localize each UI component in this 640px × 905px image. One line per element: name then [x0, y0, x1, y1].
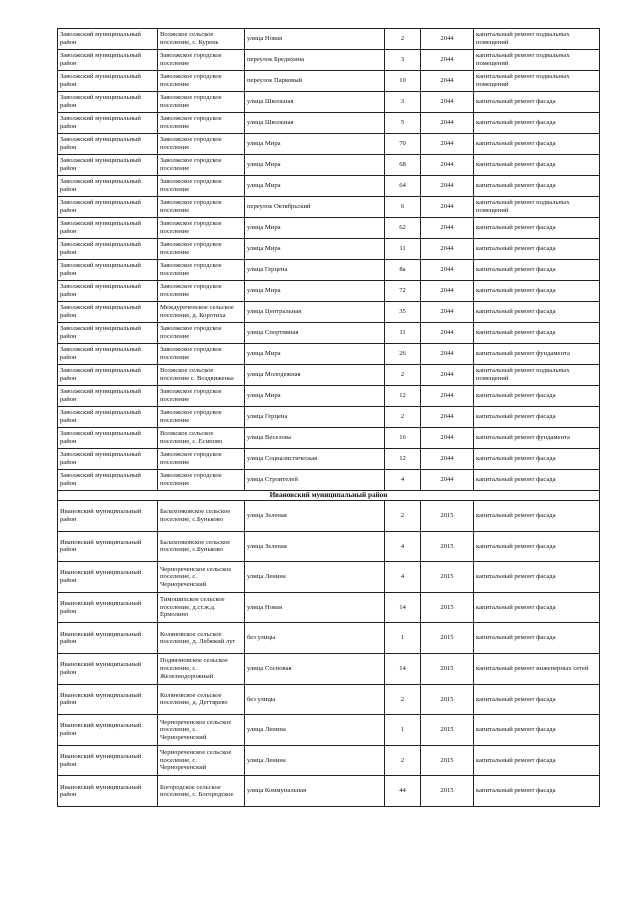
- street-cell: улица Ленина: [245, 745, 385, 776]
- settlement-cell: Заволжское городское поселение: [158, 344, 245, 365]
- work-type-cell: капитальный ремонт фасада: [474, 260, 600, 281]
- street-cell: улица Молодежная: [245, 365, 385, 386]
- year-cell: 2015: [421, 776, 474, 807]
- table-row: [58, 776, 600, 807]
- settlement-cell: Чернореченское сельское поселение, с. Чернореченский: [158, 562, 245, 593]
- repair-schedule-table: [57, 28, 600, 807]
- house-number-cell: 68: [385, 155, 421, 176]
- work-type-cell: капитальный ремонт фасада: [474, 562, 600, 593]
- year-cell: 2015: [421, 562, 474, 593]
- settlement-cell: Заволжское городское поселение: [158, 386, 245, 407]
- house-number-cell: 14: [385, 653, 421, 684]
- district-cell: Заволжский муниципальный район: [58, 155, 158, 176]
- house-number-cell: 2: [385, 684, 421, 715]
- house-number-cell: 16: [385, 428, 421, 449]
- house-number-cell: 2: [385, 745, 421, 776]
- district-cell: Заволжский муниципальный район: [58, 29, 158, 50]
- table-row: [58, 29, 600, 50]
- house-number-cell: 72: [385, 281, 421, 302]
- district-cell: Заволжский муниципальный район: [58, 449, 158, 470]
- district-cell: Заволжский муниципальный район: [58, 281, 158, 302]
- section-header-row: [58, 491, 600, 501]
- settlement-cell: Заволжское городское поселение: [158, 134, 245, 155]
- settlement-cell: Заволжское городское поселение: [158, 113, 245, 134]
- street-cell: улица Школьная: [245, 92, 385, 113]
- street-cell: улица Ленина: [245, 562, 385, 593]
- settlement-cell: Заволжское городское поселение: [158, 323, 245, 344]
- work-type-cell: капитальный ремонт фасада: [474, 531, 600, 562]
- district-cell: Заволжский муниципальный район: [58, 386, 158, 407]
- work-type-cell: капитальный ремонт подвальных помещений: [474, 197, 600, 218]
- street-cell: улица Ленина: [245, 715, 385, 746]
- district-cell: Ивановский муниципальный район: [58, 623, 158, 654]
- house-number-cell: 2: [385, 365, 421, 386]
- table-row: [58, 92, 600, 113]
- settlement-cell: Тимошихское сельское поселение, д.ст.ж.д. Ермолино: [158, 592, 245, 623]
- table-row: [58, 684, 600, 715]
- district-cell: Заволжский муниципальный район: [58, 302, 158, 323]
- house-number-cell: 44: [385, 776, 421, 807]
- work-type-cell: капитальный ремонт фасада: [474, 155, 600, 176]
- year-cell: 2044: [421, 113, 474, 134]
- work-type-cell: капитальный ремонт фасада: [474, 407, 600, 428]
- year-cell: 2015: [421, 653, 474, 684]
- district-cell: Ивановский муниципальный район: [58, 501, 158, 532]
- table-row: [58, 407, 600, 428]
- street-cell: улица Мира: [245, 386, 385, 407]
- year-cell: 2044: [421, 323, 474, 344]
- table-row: [58, 562, 600, 593]
- district-cell: Заволжский муниципальный район: [58, 323, 158, 344]
- settlement-cell: Заволжское городское поселение: [158, 260, 245, 281]
- street-cell: улица Мира: [245, 344, 385, 365]
- work-type-cell: капитальный ремонт фасада: [474, 134, 600, 155]
- settlement-cell: Коляновское сельское поселение, д. Дегтярево: [158, 684, 245, 715]
- table-row: [58, 50, 600, 71]
- table-row: [58, 428, 600, 449]
- year-cell: 2044: [421, 50, 474, 71]
- house-number-cell: 6: [385, 197, 421, 218]
- work-type-cell: капитальный ремонт фасада: [474, 113, 600, 134]
- settlement-cell: Подвязновское сельское поселение, с. Железнодорожный: [158, 653, 245, 684]
- table-row: [58, 71, 600, 92]
- district-cell: Заволжский муниципальный район: [58, 50, 158, 71]
- settlement-cell: Заволжское городское поселение: [158, 449, 245, 470]
- work-type-cell: капитальный ремонт подвальных помещений: [474, 365, 600, 386]
- table-row: [58, 386, 600, 407]
- settlement-cell: Чернореченское сельское поселение, с. Чернореченский: [158, 715, 245, 746]
- table-row: [58, 281, 600, 302]
- year-cell: 2015: [421, 684, 474, 715]
- district-cell: Заволжский муниципальный район: [58, 218, 158, 239]
- table-row: [58, 470, 600, 491]
- table-row: [58, 155, 600, 176]
- year-cell: 2015: [421, 531, 474, 562]
- work-type-cell: капитальный ремонт фасада: [474, 323, 600, 344]
- work-type-cell: капитальный ремонт фасада: [474, 715, 600, 746]
- table-row: [58, 623, 600, 654]
- street-cell: улица Мира: [245, 155, 385, 176]
- house-number-cell: 2: [385, 407, 421, 428]
- table-row: [58, 531, 600, 562]
- year-cell: 2044: [421, 155, 474, 176]
- district-cell: Ивановский муниципальный район: [58, 562, 158, 593]
- house-number-cell: 64: [385, 176, 421, 197]
- street-cell: улица Мира: [245, 281, 385, 302]
- settlement-cell: Заволжское городское поселение: [158, 197, 245, 218]
- house-number-cell: 2: [385, 501, 421, 532]
- district-cell: Заволжский муниципальный район: [58, 176, 158, 197]
- ivanovo-rows: [58, 501, 600, 807]
- street-cell: улица Мира: [245, 134, 385, 155]
- district-cell: Заволжский муниципальный район: [58, 92, 158, 113]
- street-cell: улица Сосновая: [245, 653, 385, 684]
- street-cell: улица Коммунальная: [245, 776, 385, 807]
- table-row: [58, 239, 600, 260]
- work-type-cell: капитальный ремонт фасада: [474, 176, 600, 197]
- work-type-cell: капитальный ремонт подвальных помещений: [474, 29, 600, 50]
- street-cell: улица Мира: [245, 239, 385, 260]
- district-cell: Заволжский муниципальный район: [58, 197, 158, 218]
- section-title: Ивановский муниципальный район: [58, 491, 600, 501]
- work-type-cell: капитальный ремонт подвальных помещений: [474, 50, 600, 71]
- district-cell: Заволжский муниципальный район: [58, 260, 158, 281]
- street-cell: улица Зеленая: [245, 531, 385, 562]
- work-type-cell: капитальный ремонт фасада: [474, 684, 600, 715]
- zavolzh-rows: [58, 29, 600, 491]
- table-row: [58, 449, 600, 470]
- table-row: [58, 134, 600, 155]
- settlement-cell: Заволжское городское поселение: [158, 176, 245, 197]
- street-cell: без улицы: [245, 623, 385, 654]
- house-number-cell: 11: [385, 239, 421, 260]
- house-number-cell: 5: [385, 113, 421, 134]
- house-number-cell: 1: [385, 715, 421, 746]
- work-type-cell: капитальный ремонт фасада: [474, 92, 600, 113]
- street-cell: улица Герцена: [245, 260, 385, 281]
- district-cell: Заволжский муниципальный район: [58, 407, 158, 428]
- year-cell: 2015: [421, 501, 474, 532]
- settlement-cell: Заволжское городское поселение: [158, 470, 245, 491]
- year-cell: 2044: [421, 71, 474, 92]
- district-cell: Заволжский муниципальный район: [58, 134, 158, 155]
- house-number-cell: 10: [385, 71, 421, 92]
- street-cell: улица Мира: [245, 218, 385, 239]
- work-type-cell: капитальный ремонт фасада: [474, 470, 600, 491]
- year-cell: 2044: [421, 218, 474, 239]
- table-row: [58, 218, 600, 239]
- settlement-cell: Заволжское городское поселение: [158, 239, 245, 260]
- house-number-cell: 4: [385, 470, 421, 491]
- year-cell: 2015: [421, 715, 474, 746]
- table-row: [58, 302, 600, 323]
- district-cell: Ивановский муниципальный район: [58, 531, 158, 562]
- work-type-cell: капитальный ремонт фасада: [474, 302, 600, 323]
- house-number-cell: 8а: [385, 260, 421, 281]
- table-row: [58, 113, 600, 134]
- settlement-cell: Заволжское городское поселение: [158, 281, 245, 302]
- table-row: [58, 653, 600, 684]
- work-type-cell: капитальный ремонт фундамента: [474, 428, 600, 449]
- year-cell: 2044: [421, 29, 474, 50]
- house-number-cell: 3: [385, 50, 421, 71]
- house-number-cell: 4: [385, 531, 421, 562]
- house-number-cell: 11: [385, 323, 421, 344]
- table-row: [58, 197, 600, 218]
- table-row: [58, 323, 600, 344]
- table-row: [58, 745, 600, 776]
- year-cell: 2044: [421, 365, 474, 386]
- year-cell: 2044: [421, 428, 474, 449]
- work-type-cell: капитальный ремонт фасада: [474, 623, 600, 654]
- street-cell: без улицы: [245, 684, 385, 715]
- street-cell: улица Новая: [245, 592, 385, 623]
- settlement-cell: Заволжское городское поселение: [158, 155, 245, 176]
- street-cell: переулок Октябрьский: [245, 197, 385, 218]
- house-number-cell: 3: [385, 92, 421, 113]
- work-type-cell: капитальный ремонт фасада: [474, 745, 600, 776]
- house-number-cell: 12: [385, 386, 421, 407]
- district-cell: Заволжский муниципальный район: [58, 344, 158, 365]
- year-cell: 2044: [421, 302, 474, 323]
- work-type-cell: капитальный ремонт фасада: [474, 386, 600, 407]
- street-cell: улица Строителей: [245, 470, 385, 491]
- house-number-cell: 35: [385, 302, 421, 323]
- year-cell: 2044: [421, 176, 474, 197]
- year-cell: 2044: [421, 92, 474, 113]
- street-cell: улица Веселова: [245, 428, 385, 449]
- district-cell: Ивановский муниципальный район: [58, 653, 158, 684]
- table-row: [58, 715, 600, 746]
- work-type-cell: капитальный ремонт фасада: [474, 239, 600, 260]
- street-cell: улица Герцена: [245, 407, 385, 428]
- work-type-cell: капитальный ремонт фасада: [474, 281, 600, 302]
- street-cell: улица Школьная: [245, 113, 385, 134]
- table-row: [58, 592, 600, 623]
- street-cell: улица Зеленая: [245, 501, 385, 532]
- table-row: [58, 501, 600, 532]
- district-cell: Ивановский муниципальный район: [58, 715, 158, 746]
- year-cell: 2044: [421, 197, 474, 218]
- year-cell: 2044: [421, 449, 474, 470]
- house-number-cell: 2: [385, 29, 421, 50]
- work-type-cell: капитальный ремонт подвальных помещений: [474, 71, 600, 92]
- settlement-cell: Заволжское городское поселение: [158, 218, 245, 239]
- work-type-cell: капитальный ремонт фасада: [474, 776, 600, 807]
- district-cell: Заволжский муниципальный район: [58, 113, 158, 134]
- settlement-cell: Коляновское сельское поселение, д. Лебяжий луг: [158, 623, 245, 654]
- year-cell: 2044: [421, 239, 474, 260]
- year-cell: 2044: [421, 386, 474, 407]
- settlement-cell: Заволжское городское поселение: [158, 92, 245, 113]
- year-cell: 2044: [421, 407, 474, 428]
- district-cell: Ивановский муниципальный район: [58, 745, 158, 776]
- year-cell: 2044: [421, 260, 474, 281]
- table-row: [58, 344, 600, 365]
- house-number-cell: 62: [385, 218, 421, 239]
- district-cell: Заволжский муниципальный район: [58, 365, 158, 386]
- table-row: [58, 176, 600, 197]
- settlement-cell: Междуреченское сельское поселение, д. Коротиха: [158, 302, 245, 323]
- year-cell: 2044: [421, 470, 474, 491]
- house-number-cell: 1: [385, 623, 421, 654]
- settlement-cell: Чернореченское сельское поселение, с. Чернореченский: [158, 745, 245, 776]
- table-row: [58, 365, 600, 386]
- settlement-cell: Волжское сельское поселение с. Воздвиженье: [158, 365, 245, 386]
- house-number-cell: 14: [385, 592, 421, 623]
- settlement-cell: Богородское сельское поселение, с. Богородское: [158, 776, 245, 807]
- district-cell: Ивановский муниципальный район: [58, 592, 158, 623]
- street-cell: переулок Бредихина: [245, 50, 385, 71]
- street-cell: улица Мира: [245, 176, 385, 197]
- district-cell: Заволжский муниципальный район: [58, 71, 158, 92]
- year-cell: 2044: [421, 281, 474, 302]
- house-number-cell: 12: [385, 449, 421, 470]
- work-type-cell: капитальный ремонт фасада: [474, 592, 600, 623]
- street-cell: улица Спортивная: [245, 323, 385, 344]
- district-cell: Заволжский муниципальный район: [58, 239, 158, 260]
- house-number-cell: 26: [385, 344, 421, 365]
- settlement-cell: Балахонковское сельское поселение, с.Буньково: [158, 501, 245, 532]
- table-row: [58, 260, 600, 281]
- district-cell: Заволжский муниципальный район: [58, 470, 158, 491]
- year-cell: 2015: [421, 623, 474, 654]
- settlement-cell: Волжское сельское поселение, с. Курень: [158, 29, 245, 50]
- year-cell: 2015: [421, 745, 474, 776]
- work-type-cell: капитальный ремонт фундамента: [474, 344, 600, 365]
- district-cell: Ивановский муниципальный район: [58, 776, 158, 807]
- street-cell: улица Центральная: [245, 302, 385, 323]
- work-type-cell: капитальный ремонт инженерных сетей: [474, 653, 600, 684]
- street-cell: улица Новая: [245, 29, 385, 50]
- settlement-cell: Заволжское городское поселение: [158, 71, 245, 92]
- house-number-cell: 4: [385, 562, 421, 593]
- street-cell: переулок Парковый: [245, 71, 385, 92]
- district-cell: Заволжский муниципальный район: [58, 428, 158, 449]
- work-type-cell: капитальный ремонт фасада: [474, 501, 600, 532]
- ivanovo-section: [58, 491, 600, 501]
- house-number-cell: 70: [385, 134, 421, 155]
- settlement-cell: Заволжское городское поселение: [158, 50, 245, 71]
- street-cell: улица Социалистическая: [245, 449, 385, 470]
- work-type-cell: капитальный ремонт фасада: [474, 218, 600, 239]
- settlement-cell: Балахонковское сельское поселение, с.Буньково: [158, 531, 245, 562]
- year-cell: 2015: [421, 592, 474, 623]
- district-cell: Ивановский муниципальный район: [58, 684, 158, 715]
- settlement-cell: Заволжское городское поселение: [158, 407, 245, 428]
- year-cell: 2044: [421, 344, 474, 365]
- year-cell: 2044: [421, 134, 474, 155]
- work-type-cell: капитальный ремонт фасада: [474, 449, 600, 470]
- settlement-cell: Волжское сельское поселение, с. Есипово: [158, 428, 245, 449]
